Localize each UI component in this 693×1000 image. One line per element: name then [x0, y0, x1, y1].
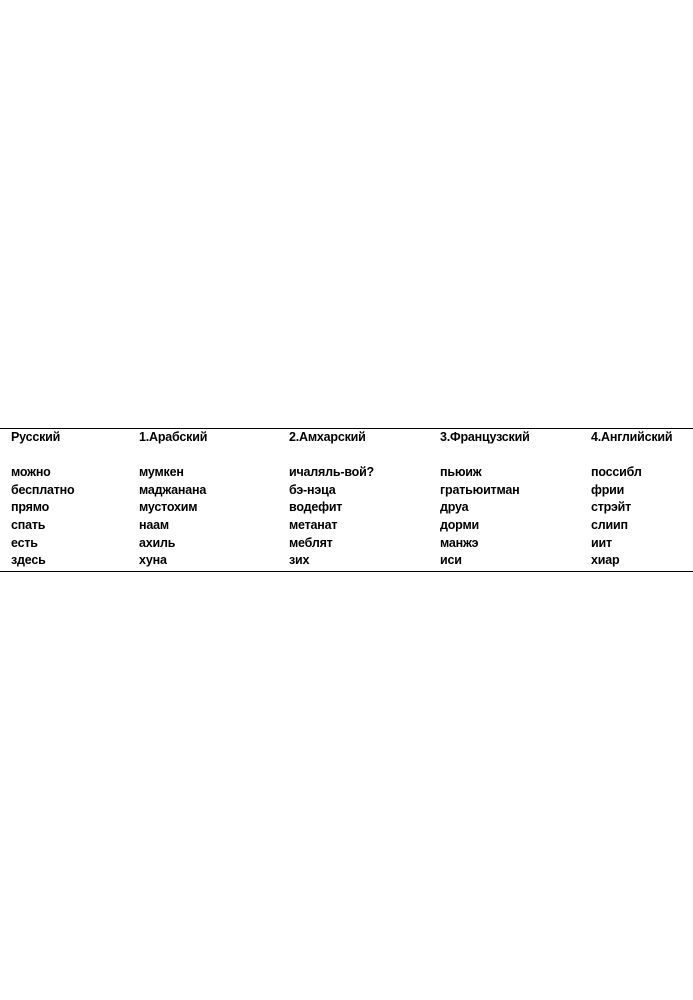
word-cell: друа — [440, 500, 469, 515]
word-cell: прямо — [11, 500, 50, 515]
table-bottom-rule — [0, 571, 693, 572]
column-header: 2.Амхарский — [289, 430, 366, 444]
word-cell: бесплатно — [11, 482, 75, 497]
word-cell: мустохим — [139, 500, 198, 515]
word-cell: дорми — [440, 517, 479, 532]
word-cell: бэ-нэца — [289, 482, 336, 497]
word-cell: гратьюитман — [440, 482, 520, 497]
column-french — [440, 429, 530, 570]
word-cell: стрэйт — [591, 500, 632, 515]
column-english — [591, 429, 672, 570]
word-cell: водефит — [289, 500, 343, 515]
column-amharic — [289, 429, 374, 570]
column-header: 3.Французский — [440, 430, 530, 444]
word-cell: меблят — [289, 535, 333, 550]
word-cell: маджанана — [139, 482, 207, 497]
word-cell: фрии — [591, 482, 625, 497]
word-cell: ахиль — [139, 535, 176, 550]
word-cell: зих — [289, 553, 310, 568]
word-cell: поссибл — [591, 465, 642, 480]
word-cell: хиар — [591, 553, 620, 568]
word-cell: ичаляль-вой? — [289, 465, 374, 480]
word-cell: можно — [11, 465, 51, 480]
column-header: Русский — [11, 430, 61, 444]
column-russian — [11, 429, 74, 570]
word-cell: метанат — [289, 517, 338, 532]
word-cell: пьюиж — [440, 465, 482, 480]
word-cell: слиип — [591, 517, 628, 532]
word-cell: спать — [11, 517, 46, 532]
column-header: 4.Английский — [591, 430, 673, 444]
word-cell: здесь — [11, 553, 46, 568]
word-cell: иси — [440, 553, 462, 568]
column-arabic — [139, 429, 207, 570]
word-cell: хуна — [139, 553, 167, 568]
word-cell: мумкен — [139, 465, 184, 480]
word-cell: есть — [11, 535, 38, 550]
word-cell: манжэ — [440, 535, 479, 550]
column-header: 1.Арабский — [139, 430, 208, 444]
word-cell: наам — [139, 517, 169, 532]
word-cell: иит — [591, 535, 612, 550]
